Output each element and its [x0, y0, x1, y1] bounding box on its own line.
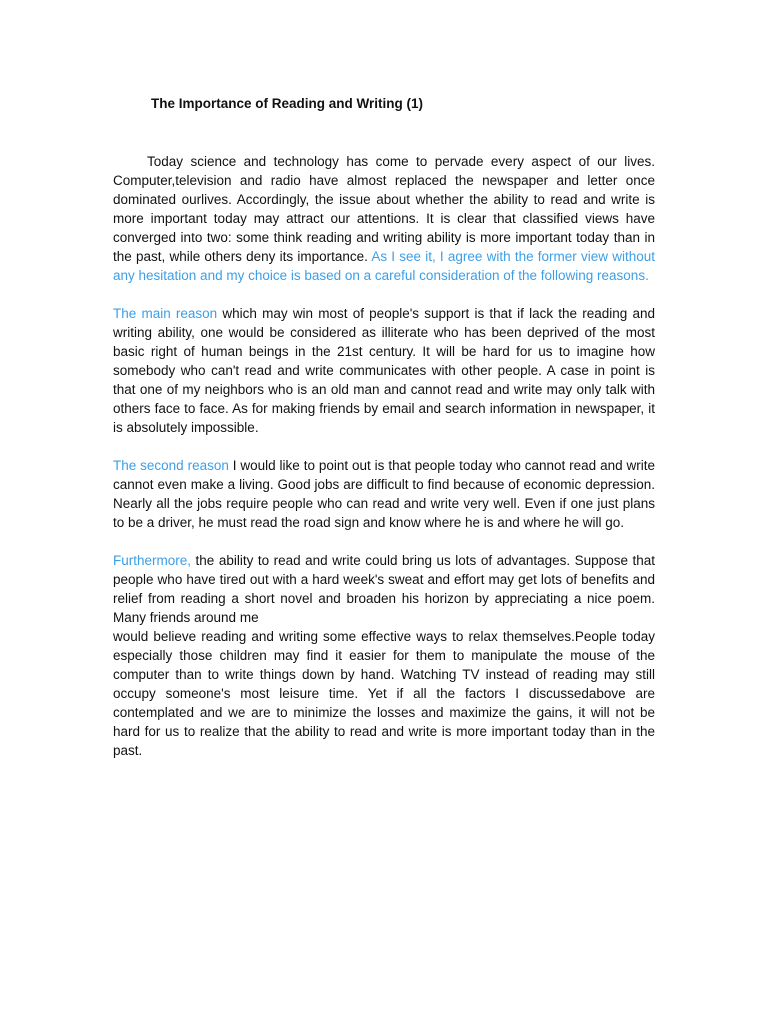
paragraph-main-reason: [113, 304, 655, 437]
paragraph-conclusion: would believe reading and writing some effective ways to relax themselves.People today especially those children may find it easier for them to manipulate the mouse of the computer than to write things down by hand. Watching TV instead of reading may still occupy someone's most leisure time. Yet if all the factors I discussedabove are contemplated and we are to minimize the losses and maximize the gains, it will not be hard for us to realize that the ability to read and write is more important today than in the past.: [113, 629, 655, 758]
document-title: The Importance of Reading and Writing (1): [151, 96, 424, 111]
paragraph-main-reason-highlight: The main reason: [113, 306, 218, 321]
paragraph-furthermore: [113, 551, 655, 627]
paragraph-second-reason-text: I would like to point out is that people today who cannot read and write cannot even make a living. Good jobs are difficult to find because of economic depression. Nearly all the jobs require people who can read and write very well. Even if one just plans to be a driver, he must read the road sign and know where he is and where he will go.: [113, 458, 655, 530]
paragraph-second-reason: [113, 456, 655, 532]
paragraph-main-reason-text: which may win most of people's support is that if lack the reading and writing ability, one would be considered as illiterate who has been deprived of the most basic right of human beings in the 21st century. It will be hard for us to imagine how somebody who can't read and write communicates with other people. A case in point is that one of my neighbors who is an old man and cannot read and write may only talk with others face to face. As for making friends by email and search information in newspaper, it is absolutely impossible.: [113, 306, 655, 435]
paragraph-furthermore-highlight: Furthermore,: [113, 553, 192, 568]
paragraph-intro-highlight: As I see it, I agree with the former view without any hesitation and my choice is based on a careful consideration of the following reasons.: [113, 249, 655, 283]
paragraph-second-reason-highlight: The second reason: [113, 458, 229, 473]
paragraph-intro: [113, 152, 655, 285]
paragraph-furthermore-text: the ability to read and write could bring us lots of advantages. Suppose that people who have tired out with a hard week's sweat and effort may get lots of benefits and relief from reading a short novel and broaden his horizon by appreciating a nice poem. Many friends around me: [113, 553, 655, 625]
paragraph-intro-text: Today science and technology has come to pervade every aspect of our lives. Computer,television and radio have almost replaced the newspaper and letter once dominated ourlives. Accordingly, the issue about whether the ability to read and write is more important today may attract our attentions. It is clear that classified views have converged into two: some think reading and writing ability is more important today than in the past, while others deny its importance.: [113, 154, 655, 264]
